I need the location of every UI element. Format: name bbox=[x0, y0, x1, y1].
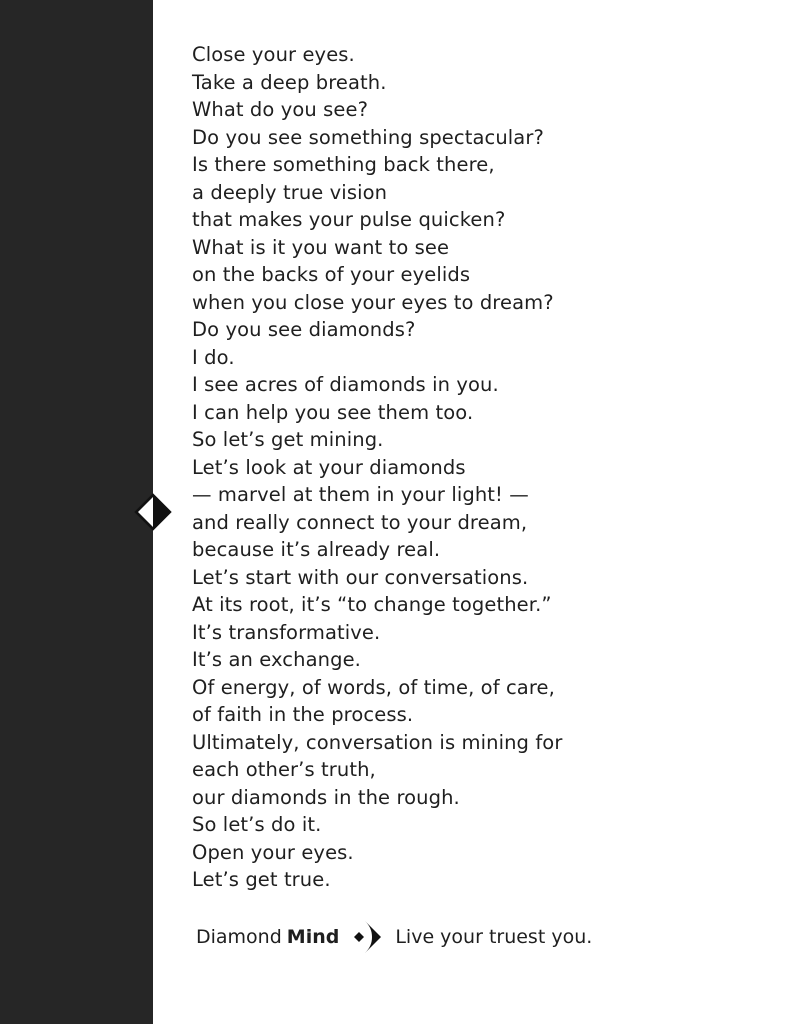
diamond-mind-logo-icon bbox=[351, 920, 383, 954]
poem-line: Open your eyes. bbox=[192, 840, 354, 864]
poem-line: So let’s do it. bbox=[192, 813, 322, 836]
poem-line: that makes your pulse quicken? bbox=[192, 208, 506, 231]
footer-branding bbox=[196, 920, 592, 954]
poem-line: Ultimately, conversation is mining for bbox=[192, 730, 563, 754]
poem-line: What is it you want to see bbox=[192, 235, 450, 259]
poem-line: It’s transformative. bbox=[192, 620, 381, 644]
poem-line: Let’s start with our conversations. bbox=[192, 565, 529, 589]
tagline: Live your truest you. bbox=[395, 926, 593, 948]
poem-line: a deeply true vision bbox=[192, 180, 388, 204]
poem-line: and really connect to your dream, bbox=[192, 510, 528, 534]
poem-line: — marvel at them in your light! — bbox=[192, 483, 529, 506]
poem-line: Of energy, of words, of time, of care, bbox=[192, 675, 555, 699]
poem-line: Take a deep breath. bbox=[192, 70, 387, 94]
poem-line: Let’s get true. bbox=[192, 868, 331, 891]
poem-line: of faith in the process. bbox=[192, 703, 414, 726]
poem-line: each other’s truth, bbox=[192, 758, 376, 781]
brand-word-mind: Mind bbox=[286, 926, 340, 948]
poem-text bbox=[192, 41, 752, 894]
poem-line: when you close your eyes to dream? bbox=[192, 290, 554, 314]
diamond-half-icon bbox=[134, 493, 172, 531]
poem-line: I see acres of diamonds in you. bbox=[192, 373, 499, 396]
poem-line: Is there something back there, bbox=[192, 153, 495, 176]
poem-line: because it’s already real. bbox=[192, 538, 441, 561]
poem-line: Close your eyes. bbox=[192, 43, 355, 66]
poem-line: our diamonds in the rough. bbox=[192, 785, 460, 809]
poem-line: Let’s look at your diamonds bbox=[192, 455, 466, 479]
poem-line: I can help you see them too. bbox=[192, 400, 474, 424]
poem-line: I do. bbox=[192, 345, 235, 369]
poem-line: It’s an exchange. bbox=[192, 648, 361, 671]
left-sidebar-band bbox=[0, 0, 153, 1024]
poem-line: Do you see something spectacular? bbox=[192, 125, 544, 149]
brand-word-diamond: Diamond bbox=[196, 926, 282, 948]
poem-line: At its root, it’s “to change together.” bbox=[192, 593, 552, 616]
poem-line: Do you see diamonds? bbox=[192, 318, 416, 341]
poem-line: on the backs of your eyelids bbox=[192, 263, 471, 286]
poem-line: So let’s get mining. bbox=[192, 428, 384, 451]
brand-name bbox=[196, 926, 339, 948]
poem-line: What do you see? bbox=[192, 98, 369, 121]
